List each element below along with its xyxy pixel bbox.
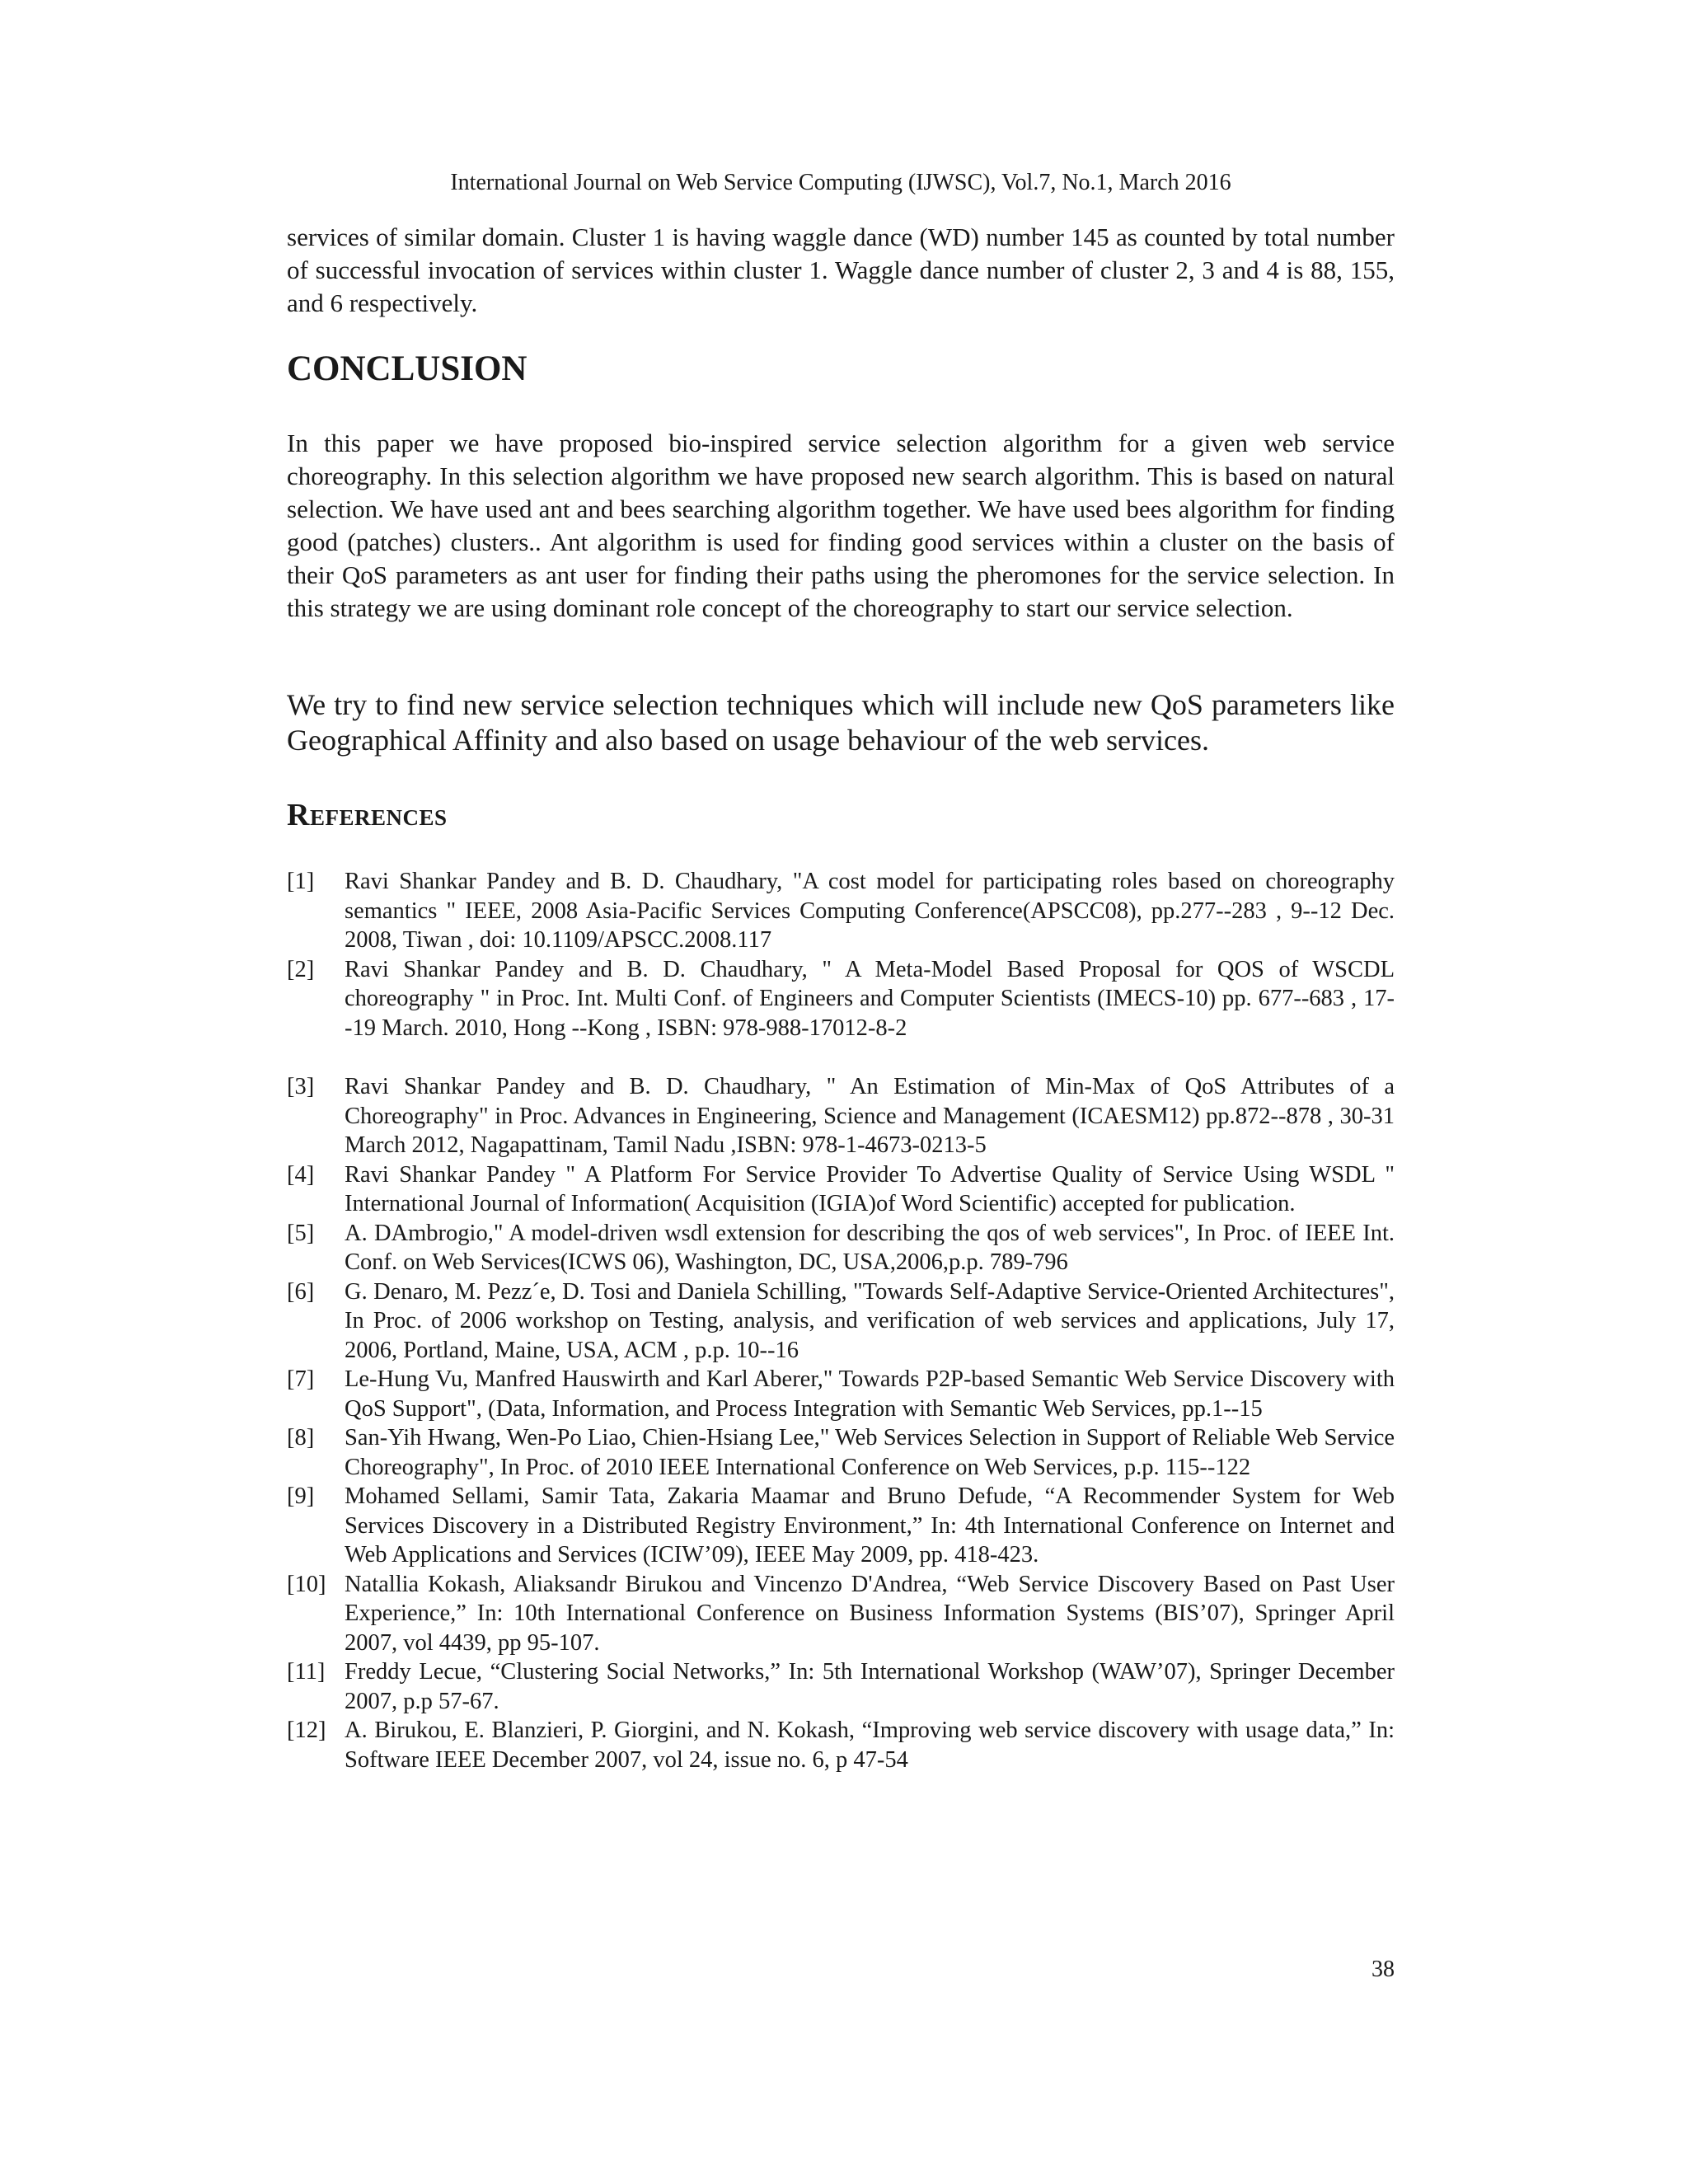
reference-item-8 (287, 1423, 1395, 1482)
reference-number: [8] (287, 1425, 315, 1451)
reference-text: A. Birukou, E. Blanzieri, P. Giorgini, and N. Kokash, “Improving web service discovery with usage data,” In: Software IEEE December 2007, vol 24, issue no. 6, p 47-54 (345, 1718, 1395, 1773)
reference-item-5 (287, 1219, 1395, 1277)
reference-item-2 (287, 955, 1395, 1043)
reference-text: A. DAmbrogio," A model-driven wsdl extension for describing the qos of web services", In Proc. of IEEE Int. Conf. on Web Services(ICWS 06), Washington, DC, USA,2006,p.p. 789-796 (345, 1220, 1395, 1275)
running-header: International Journal on Web Service Computing (IJWSC), Vol.7, No.1, March 2016 (450, 170, 1231, 195)
reference-number: [7] (287, 1366, 315, 1392)
reference-number: [1] (287, 869, 315, 894)
reference-number: [9] (287, 1483, 315, 1509)
reference-item-7 (287, 1365, 1395, 1423)
reference-item-10 (287, 1570, 1395, 1658)
reference-text: Ravi Shankar Pandey and B. D. Chaudhary, " A Meta-Model Based Proposal for QOS of WSCDL choreography " in Proc. Int. Multi Conf. of Engineers and Computer Scientists (IMECS-10) pp. 677--683 , 17--19 March. 2010, Hong --Kong , ISBN: 978-988-17012-8-2 (345, 956, 1395, 1041)
conclusion-heading: CONCLUSION (287, 349, 528, 388)
reference-item-9 (287, 1482, 1395, 1570)
reference-text: Natallia Kokash, Aliaksandr Birukou and Vincenzo D'Andrea, “Web Service Discovery Based on Past User Experience,” In: 10th International Conference on Business Information Systems (BIS’07), Springer April 2007, vol 4439, pp 95-107. (345, 1571, 1395, 1656)
references-heading: References (287, 798, 448, 832)
reference-number: [2] (287, 956, 315, 982)
conclusion-paragraph-1: In this paper we have proposed bio-inspired service selection algorithm for a given web service choreography. In this selection algorithm we have proposed new search algorithm. This is based on natural selection. We have used ant and bees searching algorithm together. We have used bees algorithm for finding good (patches) clusters.. Ant algorithm is used for finding good services within a cluster on the basis of their QoS parameters as ant user for finding their paths using the pheromones for the service selection. In this strategy we are using dominant role concept of the choreography to start our service selection. (287, 429, 1395, 622)
reference-item-6 (287, 1277, 1395, 1366)
reference-number: [12] (287, 1718, 326, 1743)
reference-text: San-Yih Hwang, Wen-Po Liao, Chien-Hsiang Lee," Web Services Selection in Support of Reliable Web Service Choreography", In Proc. of 2010 IEEE International Conference on Web Services, p.p. 115--122 (345, 1425, 1395, 1480)
reference-text: G. Denaro, M. Pezz´e, D. Tosi and Daniela Schilling, "Towards Self-Adaptive Service-Oriented Architectures", In Proc. of 2006 workshop on Testing, analysis, and verification of web services and applications, July 17, 2006, Portland, Maine, USA, ACM , p.p. 10--16 (345, 1278, 1395, 1363)
reference-text: Ravi Shankar Pandey " A Platform For Service Provider To Advertise Quality of Service Using WSDL " International Journal of Information( Acquisition (IGIA)of Word Scientific) accepted for publication. (345, 1161, 1395, 1216)
reference-text: Ravi Shankar Pandey and B. D. Chaudhary, " An Estimation of Min-Max of QoS Attributes of a Choreography" in Proc. Advances in Engineering, Science and Management (ICAESM12) pp.872--878 , 30-31 March 2012, Nagapattinam, Tamil Nadu ,ISBN: 978-1-4673-0213-5 (345, 1074, 1395, 1158)
reference-number: [10] (287, 1571, 326, 1597)
reference-item-1 (287, 867, 1395, 955)
intro-paragraph: services of similar domain. Cluster 1 is having waggle dance (WD) number 145 as counted by total number of successful invocation of services within cluster 1. Waggle dance number of cluster 2, 3 and 4 is 88, 155, and 6 respectively. (287, 223, 1395, 317)
page-number: 38 (1372, 1957, 1395, 1982)
reference-item-12 (287, 1716, 1395, 1774)
reference-number: [3] (287, 1074, 315, 1099)
reference-text: Mohamed Sellami, Samir Tata, Zakaria Maamar and Bruno Defude, “A Recommender System for Web Services Discovery in a Distributed Registry Environment,” In: 4th International Conference on Internet and Web Applications and Services (ICIW’09), IEEE May 2009, pp. 418-423. (345, 1483, 1395, 1568)
reference-text: Freddy Lecue, “Clustering Social Networks,” In: 5th International Workshop (WAW’07), Springer December 2007, p.p 57-67. (345, 1659, 1395, 1714)
reference-number: [4] (287, 1161, 315, 1188)
reference-text: Ravi Shankar Pandey and B. D. Chaudhary, "A cost model for participating roles based on choreography semantics " IEEE, 2008 Asia-Pacific Services Computing Conference(APSCC08), pp.277--283 , 9--12 Dec. 2008, Tiwan , doi: 10.1109/APSCC.2008.117 (345, 869, 1395, 953)
reference-item-4 (287, 1160, 1395, 1219)
reference-number: [5] (287, 1220, 315, 1246)
reference-item-3 (287, 1072, 1395, 1160)
reference-number: [6] (287, 1278, 315, 1305)
reference-list (287, 867, 1395, 1774)
reference-item-11 (287, 1657, 1395, 1716)
reference-text: Le-Hung Vu, Manfred Hauswirth and Karl Aberer," Towards P2P-based Semantic Web Service Discovery with QoS Support", (Data, Information, and Process Integration with Semantic Web Services, pp.1--15 (345, 1366, 1395, 1422)
reference-number: [11] (287, 1659, 326, 1685)
conclusion-paragraph-2: We try to find new service selection techniques which will include new QoS parameters like Geographical Affinity and also based on usage behaviour of the web services. (287, 688, 1395, 757)
